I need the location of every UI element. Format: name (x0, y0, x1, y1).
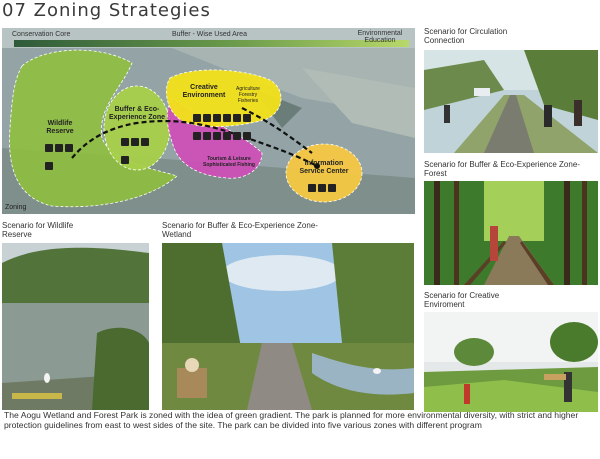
binocular-icon (121, 156, 129, 164)
photo-creative (424, 312, 598, 412)
caption-circulation (424, 27, 514, 45)
craft-icon (213, 114, 221, 122)
fish-icon (55, 144, 63, 152)
map-corner-label: Zoning (5, 204, 27, 211)
zone-label-info: Information Service Center (299, 160, 349, 175)
zoning-map (2, 28, 415, 214)
camera-icon (45, 162, 53, 170)
caption-forest-text: Scenario for Buffer & Eco-Experience Zone-Forest (424, 160, 580, 178)
parking-icon (318, 184, 326, 192)
caption-wetland (162, 221, 332, 239)
zone-label-creative: Creative Environment (182, 84, 226, 99)
house-icon (203, 132, 211, 140)
drink-icon (243, 132, 251, 140)
photo-wildlife (2, 243, 149, 410)
zone-label-buffer: Buffer & Eco-Experience Zone (108, 106, 166, 121)
art-icon (223, 132, 231, 140)
zone-label-wildlife: Wildlife Reserve (46, 120, 74, 135)
leaf-icon (193, 132, 201, 140)
gradient-right-label: Environmental Education (357, 30, 403, 44)
photo-forest (424, 181, 598, 285)
info-icon (308, 184, 316, 192)
bird-icon (45, 144, 53, 152)
food-icon (223, 114, 231, 122)
description-text: The Aogu Wetland and Forest Park is zoned with the idea of green gradient. The park is planned for more environmental diversity, with strict and higher protection guidelines from east to west sides of the site. The park can be divided into five various zones with different program (4, 410, 579, 430)
walk-icon (121, 138, 129, 146)
wildlife-icons (44, 140, 78, 176)
farm-icon (193, 114, 201, 122)
sun-icon (243, 114, 251, 122)
boat-icon (233, 114, 241, 122)
restroom-icon (328, 184, 336, 192)
zone-sublabel-creative: Agriculture Forestry Fisheries (236, 86, 260, 104)
gradient-left-label: Conservation Core (12, 31, 71, 38)
caption-wetland-text: Scenario for Buffer & Eco-Experience Zone-Wetland (162, 221, 318, 239)
photo-circulation (424, 50, 598, 153)
bike-icon (141, 138, 149, 146)
cart-icon (213, 132, 221, 140)
caption-circulation-text: Scenario for Circulation Connection (424, 27, 508, 45)
page-title: 07 Zoning Strategies (2, 0, 211, 21)
music-icon (233, 132, 241, 140)
zone-label-tourism: Tourism & Leisure Sophisticated Fishing (203, 156, 255, 168)
shop-icon (203, 114, 211, 122)
tree-icon (131, 138, 139, 146)
info-icons (307, 180, 349, 198)
plant-icon (65, 144, 73, 152)
caption-creative (424, 291, 534, 309)
caption-forest (424, 160, 598, 178)
caption-creative-text: Scenario for Creative Enviroment (424, 291, 500, 309)
creative-icons (192, 110, 262, 146)
buffer-icons (120, 134, 154, 170)
gradient-mid-label: Buffer - Wise Used Area (172, 31, 247, 38)
photo-wetland (162, 243, 414, 410)
caption-wildlife (2, 221, 92, 239)
caption-wildlife-text: Scenario for Wildlife Reserve (2, 221, 74, 239)
